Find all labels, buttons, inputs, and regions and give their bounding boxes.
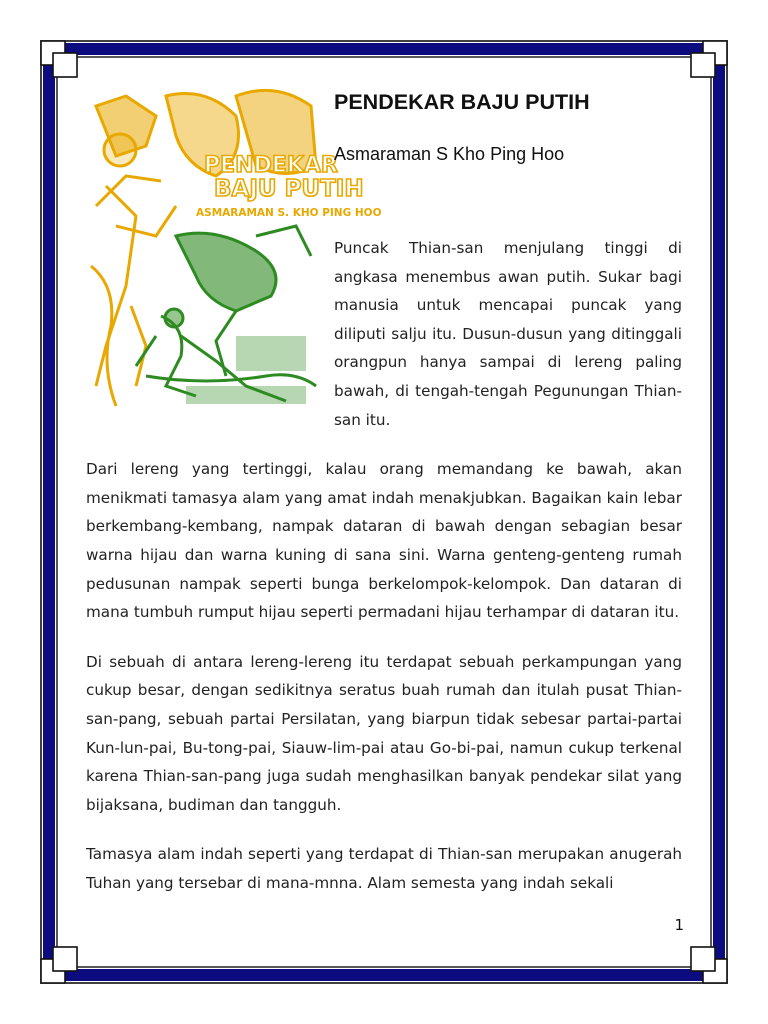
- page-number: 1: [674, 916, 684, 934]
- paragraph-3: Di sebuah di antara lereng-lereng itu terdapat sebuah perkampungan yang cukup besar, dengan sedikitnya seratus buah rumah dan itulah pusat Thian-san-pang, sebuah partai Persilatan, yang biarpun tidak sebesar partai-partai Kun-lun-pai, Bu-tong-pai, Siauw-lim-pai atau Go-bi-pai, namun cukup terkenal karena Thian-san-pang juga sudah menghasilkan banyak pendekar silat yang bijaksana, budiman dan tangguh.: [86, 652, 682, 814]
- document-author: Asmaraman S Kho Ping Hoo: [334, 144, 565, 164]
- cover-title-line2: BAJU PUTIH: [214, 176, 364, 202]
- book-cover-image: [86, 86, 382, 408]
- paragraph-2: Dari lereng yang tertinggi, kalau orang memandang ke bawah, akan menikmati tamasya alam yang amat indah menakjubkan. Bagaikan kain lebar berkembang-kembang, nampak dataran di bawah dengan sebagian besar warna hijau dan warna kuning di sana sini. Warna genteng-genteng rumah pedusunan nampak seperti bunga berkelompok-kelompok. Dan dataran di mana tumbuh rumput hijau seperti permadani hijau terhampar di dataran itu.: [86, 460, 682, 622]
- document-title: PENDEKAR BAJU PUTIH: [334, 90, 590, 114]
- cover-title-line1: PENDEKAR: [204, 153, 338, 178]
- paragraph-4: Tamasya alam indah seperti yang terdapat di Thian-san merupakan anugerah Tuhan yang tersebar di mana-mnna. Alam semesta yang indah sekali: [86, 845, 682, 892]
- page-content: [86, 86, 682, 966]
- paragraph-1: Puncak Thian-san menjulang tinggi di angkasa menembus awan putih. Sukar bagi manusia untuk mencapai puncak yang diliputi salju itu. Dusun-dusun yang ditinggali orangpun hanya sampai di lereng paling bawah, di tengah-tengah Pegunungan Thian-san itu.: [334, 239, 682, 429]
- cover-author-line: ASMARAMAN S. KHO PING HOO: [196, 207, 382, 219]
